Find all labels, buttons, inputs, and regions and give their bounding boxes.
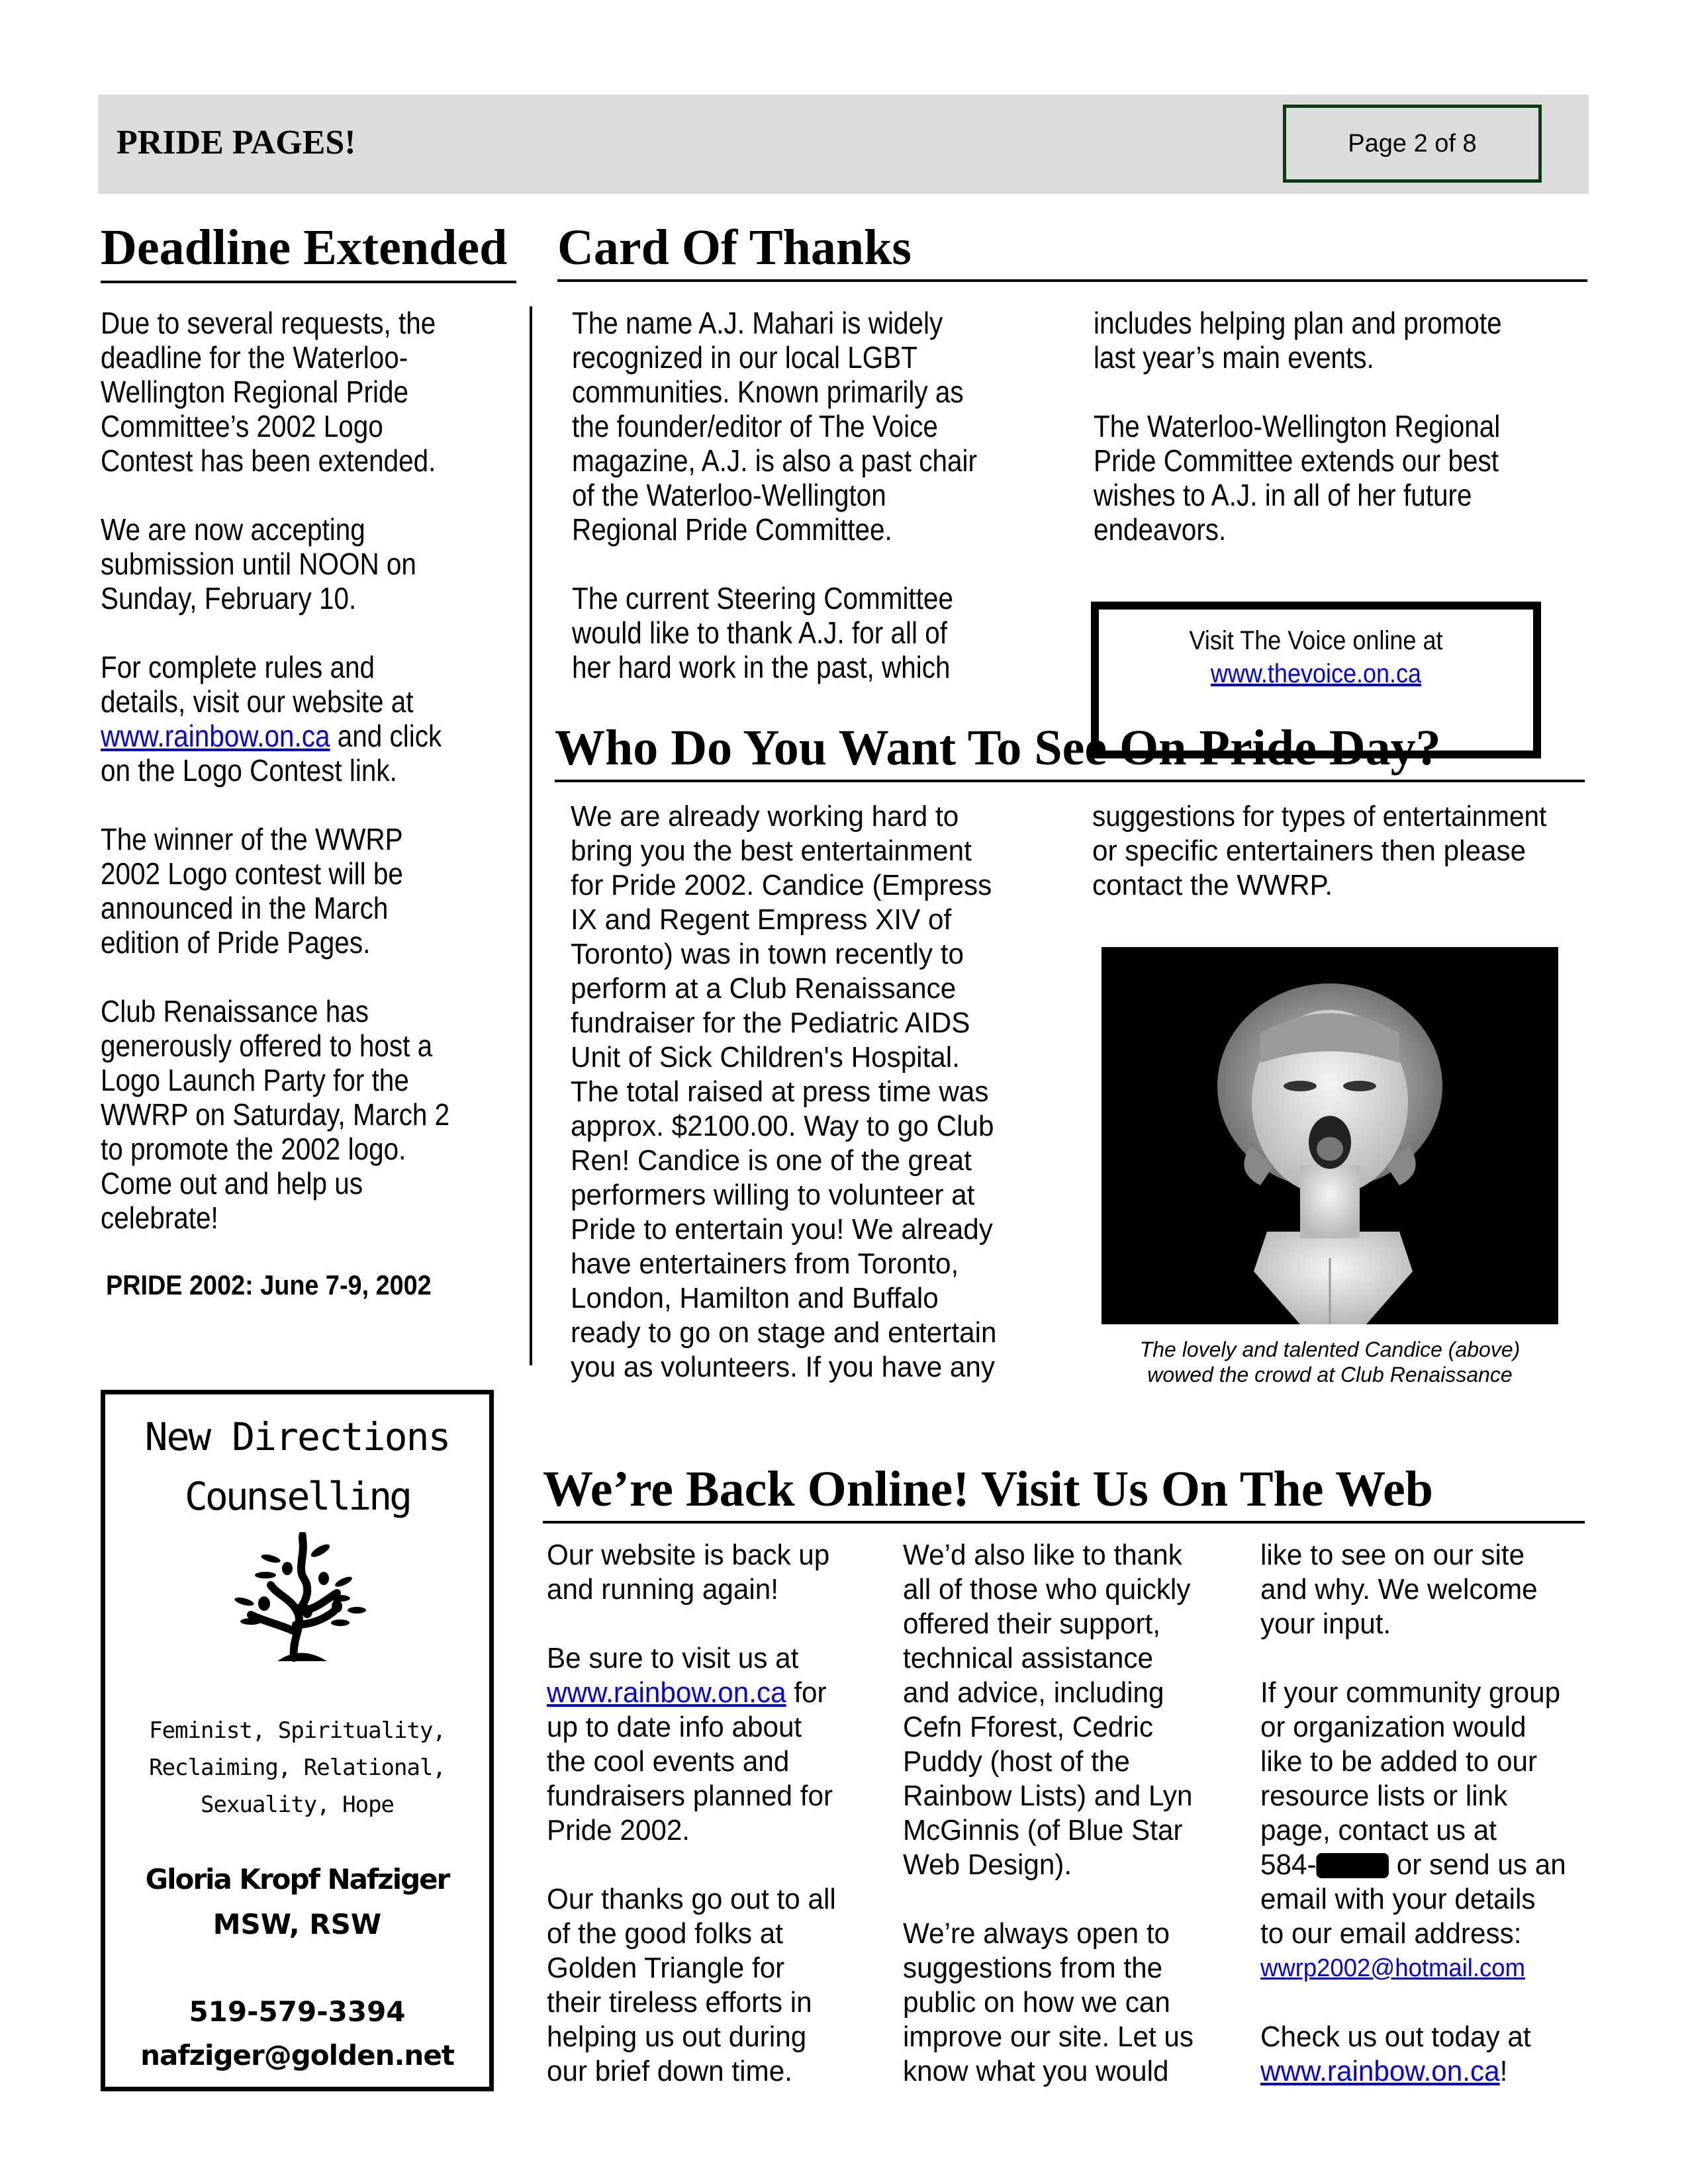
text-line: magazine, A.J. is also a past chair	[572, 443, 978, 478]
text-line: ready to go on stage and entertain	[571, 1316, 997, 1349]
pride-dates: PRIDE 2002: June 7-9, 2002	[106, 1269, 432, 1300]
page-indicator	[1283, 105, 1542, 183]
text-line: announced in the March	[101, 891, 389, 925]
back-online-heading: We’re Back Online! Visit Us On The Web	[543, 1461, 1433, 1517]
rainbow-website-link[interactable]: www.rainbow.on.ca	[1260, 2055, 1500, 2087]
text-line: you as volunteers. If you have any	[571, 1351, 996, 1383]
page-indicator-text: Page 2 of 8	[1348, 130, 1477, 158]
paragraph-gap	[572, 547, 1062, 581]
email-link[interactable]: wwrp2002@hotmail.com	[1260, 1954, 1525, 1982]
rainbow-website-link[interactable]: www.rainbow.on.ca	[547, 1676, 786, 1709]
text-line: Be sure to visit us at	[547, 1642, 799, 1674]
back-online-col-1	[547, 1538, 891, 2089]
ad-tagline-line: Reclaiming, Relational,	[149, 1754, 445, 1781]
text-line: Toronto) was in town recently to	[571, 938, 964, 970]
text-line: Rainbow Lists) and Lyn	[903, 1780, 1193, 1812]
text-line: to our email address:	[1260, 1917, 1522, 1950]
ad-title-line-2: Counselling	[184, 1474, 410, 1519]
paragraph-gap	[101, 478, 524, 512]
text-line	[1260, 1951, 1591, 1985]
text-line: Club Renaissance has	[101, 994, 369, 1028]
ad-phone: 519-579-3394	[189, 1995, 406, 2028]
text-line: Pride Committee extends our best	[1094, 443, 1499, 478]
counselling-ad	[101, 1390, 494, 2091]
text-line: Pride to entertain you! We already	[571, 1213, 993, 1246]
text-line: the cool events and	[547, 1745, 790, 1778]
text-line: IX and Regent Empress XIV of	[571, 903, 952, 936]
text-line: like to see on our site	[1260, 1539, 1525, 1571]
text-line: of the Waterloo-Wellington	[572, 478, 886, 512]
deadline-paragraph-3	[101, 650, 524, 788]
text-line	[1260, 1848, 1591, 1882]
paragraph-gap	[1260, 1985, 1605, 2020]
text-line: Our thanks go out to all	[547, 1883, 836, 1915]
text-line: offered their support,	[903, 1608, 1161, 1640]
deadline-body	[101, 306, 524, 1235]
text-line: includes helping plan and promote	[1094, 306, 1502, 340]
text-line: communities. Known primarily as	[572, 375, 964, 409]
text-line: Our website is back up	[547, 1539, 830, 1571]
text-line: Contest has been extended.	[101, 443, 436, 478]
ad-tagline	[105, 1712, 489, 1823]
text-line: last year’s main events.	[1094, 340, 1374, 375]
text-line: Due to several requests, the	[101, 306, 436, 340]
card-of-thanks-col-2	[1094, 306, 1583, 547]
text-line: Wellington Regional Pride	[101, 375, 409, 409]
text-line: for Pride 2002. Candice (Empress	[571, 869, 992, 901]
text-line: If your community group	[1260, 1676, 1561, 1709]
pride-day-heading: Who Do You Want To See On Pride Day?	[555, 720, 1441, 776]
deadline-paragraph-1	[101, 306, 524, 478]
column-divider	[530, 306, 532, 1365]
paragraph-gap	[903, 1882, 1247, 1917]
text-line: recognized in our local LGBT	[572, 340, 918, 375]
text-line: We are already working hard to	[571, 800, 959, 833]
voice-website-link[interactable]: www.thevoice.on.ca	[1210, 659, 1422, 688]
text-line: London, Hamilton and Buffalo	[571, 1282, 939, 1314]
text-line: The winner of the WWRP	[101, 822, 403, 856]
text-line: perform at a Club Renaissance	[571, 972, 957, 1005]
paragraph-gap	[1260, 1641, 1605, 1676]
paragraph-gap	[1094, 375, 1583, 409]
text-line: performers willing to volunteer at	[571, 1179, 975, 1211]
text-line: Logo Launch Party for the	[101, 1063, 409, 1097]
text-line: McGinnis (of Blue Star	[903, 1814, 1183, 1846]
text-line: her hard work in the past, which	[572, 650, 951, 684]
text-line: fundraiser for the Pediatric AIDS	[571, 1007, 970, 1039]
text-line: details, visit our website at	[101, 684, 414, 719]
text-line: resource lists or link	[1260, 1780, 1508, 1812]
text-line: suggestions from the	[903, 1952, 1163, 1984]
text-line	[1260, 2054, 1591, 2089]
text-line: 2002 Logo contest will be	[101, 856, 403, 891]
text-line: improve our site. Let us	[903, 2021, 1194, 2053]
text-line: endeavors.	[1094, 512, 1227, 547]
deadline-heading-rule	[101, 281, 516, 283]
text-line: wishes to A.J. in all of her future	[1094, 478, 1472, 512]
text-fragment: !	[1499, 2055, 1508, 2087]
text-line: and advice, including	[903, 1676, 1164, 1709]
text-line: email with your details	[1260, 1883, 1536, 1915]
text-line	[101, 719, 473, 753]
text-line: celebrate!	[101, 1201, 218, 1235]
text-line: or specific entertainers then please	[1092, 835, 1526, 867]
text-line: the founder/editor of The Voice	[572, 409, 938, 443]
text-line: helping us out during	[547, 2021, 807, 2053]
redacted-phone-block	[1317, 1853, 1389, 1878]
pride-day-col-1	[571, 799, 1087, 1385]
caption-line: The lovely and talented Candice (above)	[1139, 1338, 1521, 1361]
deadline-heading: Deadline Extended	[101, 220, 508, 275]
ad-tagline-line: Sexuality, Hope	[200, 1792, 395, 1818]
tree-icon	[231, 1532, 370, 1664]
text-line: all of those who quickly	[903, 1573, 1191, 1606]
text-line: Unit of Sick Children's Hospital.	[571, 1041, 960, 1073]
text-line: We are now accepting	[101, 512, 365, 547]
text-line: We’d also like to thank	[903, 1539, 1182, 1571]
card-of-thanks-rule	[557, 279, 1587, 282]
text-line: Pride 2002.	[547, 1814, 690, 1846]
text-line: bring you the best entertainment	[571, 835, 972, 867]
text-line: page, contact us at	[1260, 1814, 1497, 1846]
text-line: Ren! Candice is one of the great	[571, 1144, 972, 1177]
deadline-paragraph-4	[101, 822, 524, 960]
text-line: contact the WWRP.	[1092, 869, 1333, 901]
text-line: Committee’s 2002 Logo	[101, 409, 383, 443]
text-line: up to date info about	[547, 1711, 802, 1743]
rainbow-website-link[interactable]: www.rainbow.on.ca	[101, 719, 330, 753]
paragraph-gap	[101, 788, 524, 822]
pride-day-col-2	[1092, 799, 1595, 903]
text-fragment: and click	[330, 719, 442, 753]
text-line: Come out and help us	[101, 1166, 363, 1201]
deadline-paragraph-2	[101, 512, 524, 615]
text-line: fundraisers planned for	[547, 1780, 833, 1812]
text-line: would like to thank A.J. for all of	[572, 615, 948, 650]
text-line: edition of Pride Pages.	[101, 925, 371, 960]
text-line: have entertainers from Toronto,	[571, 1248, 959, 1280]
back-online-rule	[543, 1521, 1585, 1524]
paragraph-gap	[547, 1607, 891, 1641]
text-line: We’re always open to	[903, 1917, 1170, 1950]
text-line: Regional Pride Committee.	[572, 512, 892, 547]
ad-title-line-1: New Directions	[144, 1414, 450, 1459]
voice-promo-text: Visit The Voice online at	[1189, 626, 1443, 655]
text-line: Sunday, February 10.	[101, 581, 357, 615]
text-line: Cefn Fforest, Cedric	[903, 1711, 1153, 1743]
text-line: deadline for the Waterloo-	[101, 340, 408, 375]
ad-email: nafziger@golden.net	[140, 2039, 454, 2071]
text-line: approx. $2100.00. Way to go Club	[571, 1110, 994, 1142]
text-line: and running again!	[547, 1573, 778, 1606]
text-fragment: for	[786, 1676, 827, 1709]
text-line: to promote the 2002 logo.	[101, 1132, 406, 1166]
text-line: The current Steering Committee	[572, 581, 953, 615]
deadline-paragraph-5	[101, 994, 524, 1235]
caption-line: wowed the crowd at Club Renaissance	[1147, 1363, 1513, 1387]
text-line: your input.	[1260, 1608, 1391, 1640]
text-line: The Waterloo-Wellington Regional	[1094, 409, 1501, 443]
photo-caption	[1102, 1337, 1558, 1387]
text-line: our brief down time.	[547, 2055, 792, 2087]
paragraph-gap	[101, 960, 524, 994]
ad-credentials: MSW, RSW	[212, 1908, 382, 1940]
text-line: on the Logo Contest link.	[101, 753, 397, 788]
card-of-thanks-heading: Card Of Thanks	[557, 220, 912, 275]
newsletter-title: PRIDE PAGES!	[117, 124, 356, 161]
back-online-col-2	[903, 1538, 1247, 2089]
text-line: Web Design).	[903, 1848, 1072, 1881]
pride-day-rule	[555, 780, 1585, 782]
text-line: like to be added to our	[1260, 1745, 1538, 1778]
text-line: public on how we can	[903, 1986, 1170, 2019]
text-line: of the good folks at	[547, 1917, 783, 1950]
card-of-thanks-col-1	[572, 306, 1062, 684]
text-line: For complete rules and	[101, 650, 375, 684]
text-line: technical assistance	[903, 1642, 1154, 1674]
text-line: WWRP on Saturday, March 2	[101, 1097, 450, 1132]
text-line: The name A.J. Mahari is widely	[572, 306, 943, 340]
text-line: suggestions for types of entertainment	[1092, 800, 1547, 833]
paragraph-gap	[101, 615, 524, 650]
text-line	[547, 1676, 877, 1710]
text-line: and why. We welcome	[1260, 1573, 1538, 1606]
text-line: Puddy (host of the	[903, 1745, 1130, 1778]
text-line: know what you would	[903, 2055, 1169, 2087]
back-online-col-3	[1260, 1538, 1605, 2089]
ad-counsellor-name: Gloria Kropf Nafziger	[145, 1863, 449, 1895]
text-line: generously offered to host a	[101, 1028, 433, 1063]
text-line: The total raised at press time was	[571, 1075, 989, 1108]
candice-photo	[1102, 947, 1558, 1324]
phone-prefix: 584-	[1260, 1848, 1317, 1881]
text-line: Golden Triangle for	[547, 1952, 785, 1984]
paragraph-gap	[547, 1848, 891, 1882]
text-line: their tireless efforts in	[547, 1986, 812, 2019]
ad-tagline-line: Feminist, Spirituality,	[149, 1717, 445, 1744]
voice-promo-link-line	[1121, 657, 1511, 690]
text-line: Check us out today at	[1260, 2021, 1531, 2053]
text-line: submission until NOON on	[101, 547, 416, 581]
text-fragment: or send us an	[1388, 1848, 1566, 1881]
text-line: or organization would	[1260, 1711, 1526, 1743]
